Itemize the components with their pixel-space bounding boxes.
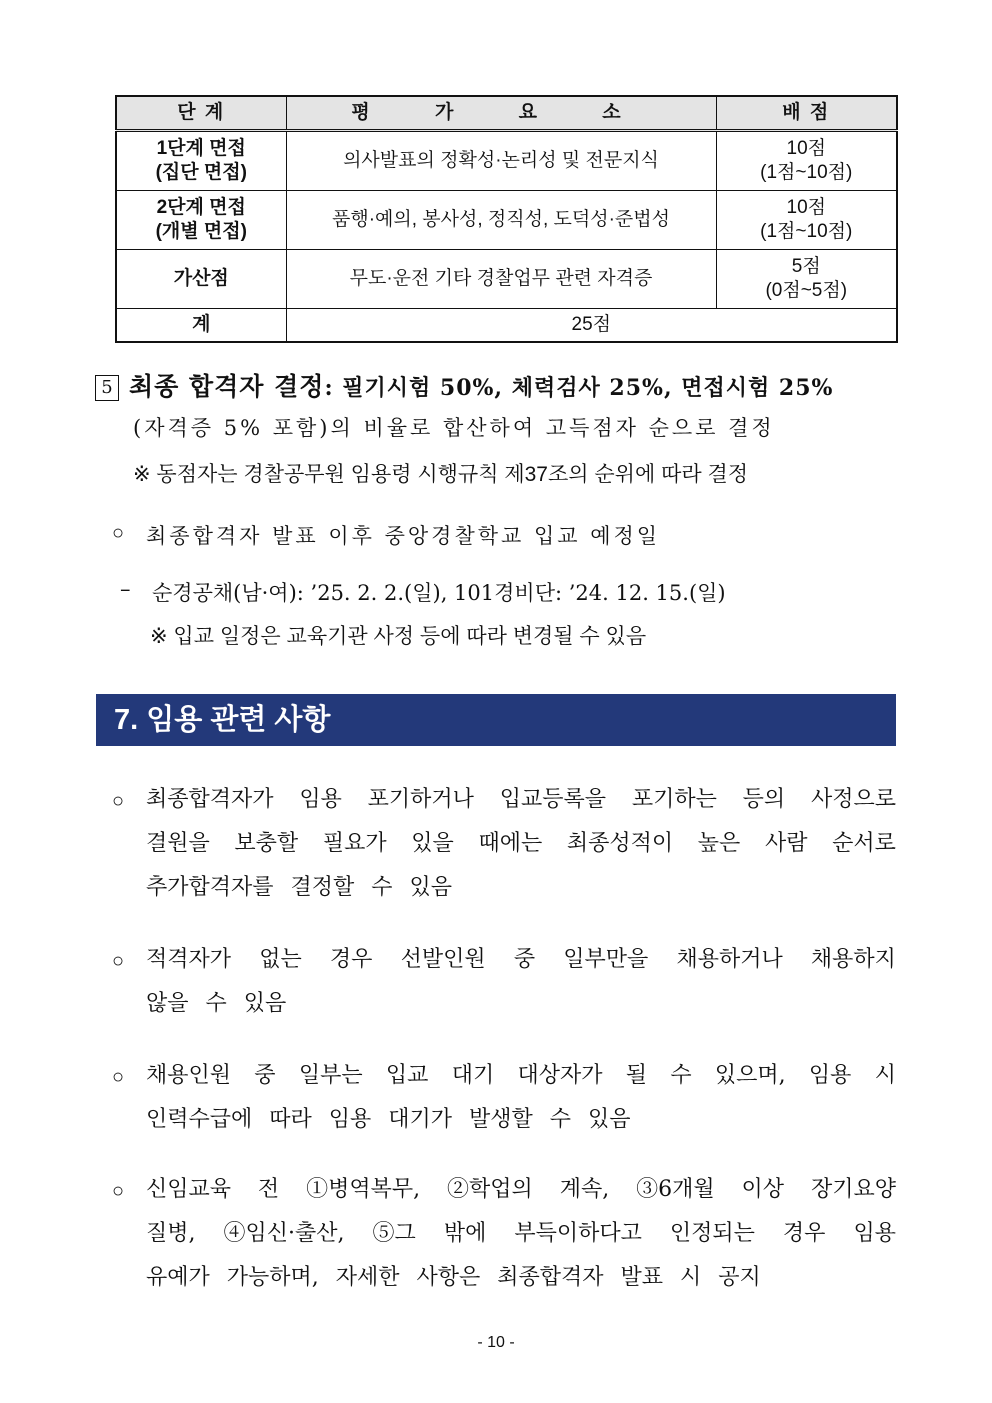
paragraph-line: 채용인원 중 일부는 입교 대기 대상자가 될 수 있으며, 임용 시 (146, 1063, 896, 1088)
admission-text: 최종합격자 발표 이후 중앙경찰학교 입교 예정일 (146, 524, 661, 548)
page-number: - 10 - (477, 1334, 515, 1351)
total-row (116, 309, 897, 343)
bullet: ○ (112, 522, 125, 544)
stage-cell: 가산점 (116, 250, 286, 309)
admission-note: ※ 입교 일정은 교육기관 사정 등에 따라 변경될 수 있음 (150, 625, 647, 648)
score-cell: 5점 (0점~5점) (716, 250, 897, 309)
paragraph-line: 유예가 가능하며, 자세한 사항은 최종합격자 발표 시 공지 (146, 1265, 761, 1290)
bullet: ○ (112, 1180, 125, 1202)
section-title: 7. 임용 관련 사항 (114, 704, 331, 736)
paragraph (146, 778, 896, 910)
item5-note: ※ 동점자는 경찰공무원 임용령 시행규칙 제37조의 순위에 따라 결정 (133, 463, 749, 486)
admission-detail: 순경공채(남·여): ’25. 2. 2.(일), 101경비단: ’24. 12. 15.(일) (152, 581, 726, 605)
paragraph-line: 인력수급에 따라 임용 대기가 발생할 수 있음 (146, 1107, 631, 1132)
paragraph-line: 추가합격자를 결정할 수 있음 (146, 875, 453, 900)
stage-cell: 2단계 면접 (개별 면접) (116, 191, 286, 250)
element-cell: 무도·운전 기타 경찰업무 관련 자격증 (286, 250, 716, 309)
table-header-row (116, 96, 897, 131)
paragraph-line: 신임교육 전 ①병역복무, ②학업의 계속, ③6개월 이상 장기요양 (146, 1177, 896, 1202)
dash: – (120, 577, 131, 601)
table-row (116, 131, 897, 191)
paragraph-line: 않을 수 있음 (146, 991, 287, 1016)
header-score: 배 점 (716, 96, 897, 131)
paragraph (146, 1168, 896, 1300)
element-cell: 품행·예의, 봉사성, 정직성, 도덕성·준법성 (286, 191, 716, 250)
item5-heading: 최종 합격자 결정 (129, 372, 325, 401)
item-number-box: 5 (95, 375, 119, 401)
item5-heading-line (95, 367, 895, 403)
table-row (116, 191, 897, 250)
table-row (116, 250, 897, 309)
paragraph-line: 최종합격자가 임용 포기하거나 입교등록을 포기하는 등의 사정으로 (146, 787, 896, 812)
item5-criteria: : 필기시험 50%, 체력검사 25%, 면접시험 25% (324, 375, 834, 401)
item5-criteria-cont: (자격증 5% 포함)의 비율로 합산하여 고득점자 순으로 결정 (133, 416, 775, 440)
paragraph-line: 질병, ④임신·출산, ⑤그 밖에 부득이하다고 인정되는 경우 임용 (146, 1221, 896, 1246)
element-cell: 의사발표의 정확성·논리성 및 전문지식 (286, 131, 716, 191)
score-cell: 10점 (1점~10점) (716, 191, 897, 250)
paragraph (146, 938, 896, 1026)
paragraph-line: 결원을 보충할 필요가 있을 때에는 최종성적이 높은 사람 순서로 (146, 831, 896, 856)
score-cell: 10점 (1점~10점) (716, 131, 897, 191)
header-element: 평 가 요 소 (286, 96, 716, 131)
bullet: ○ (112, 790, 125, 812)
bullet: ○ (112, 1066, 125, 1088)
evaluation-table (115, 95, 898, 343)
total-label: 계 (116, 309, 286, 343)
header-stage: 단 계 (116, 96, 286, 131)
total-value: 25점 (286, 309, 897, 343)
paragraph (146, 1054, 896, 1142)
stage-cell: 1단계 면접 (집단 면접) (116, 131, 286, 191)
section-title-bar (96, 694, 896, 746)
paragraph-line: 적격자가 없는 경우 선발인원 중 일부만을 채용하거나 채용하지 (146, 947, 896, 972)
bullet: ○ (112, 950, 125, 972)
